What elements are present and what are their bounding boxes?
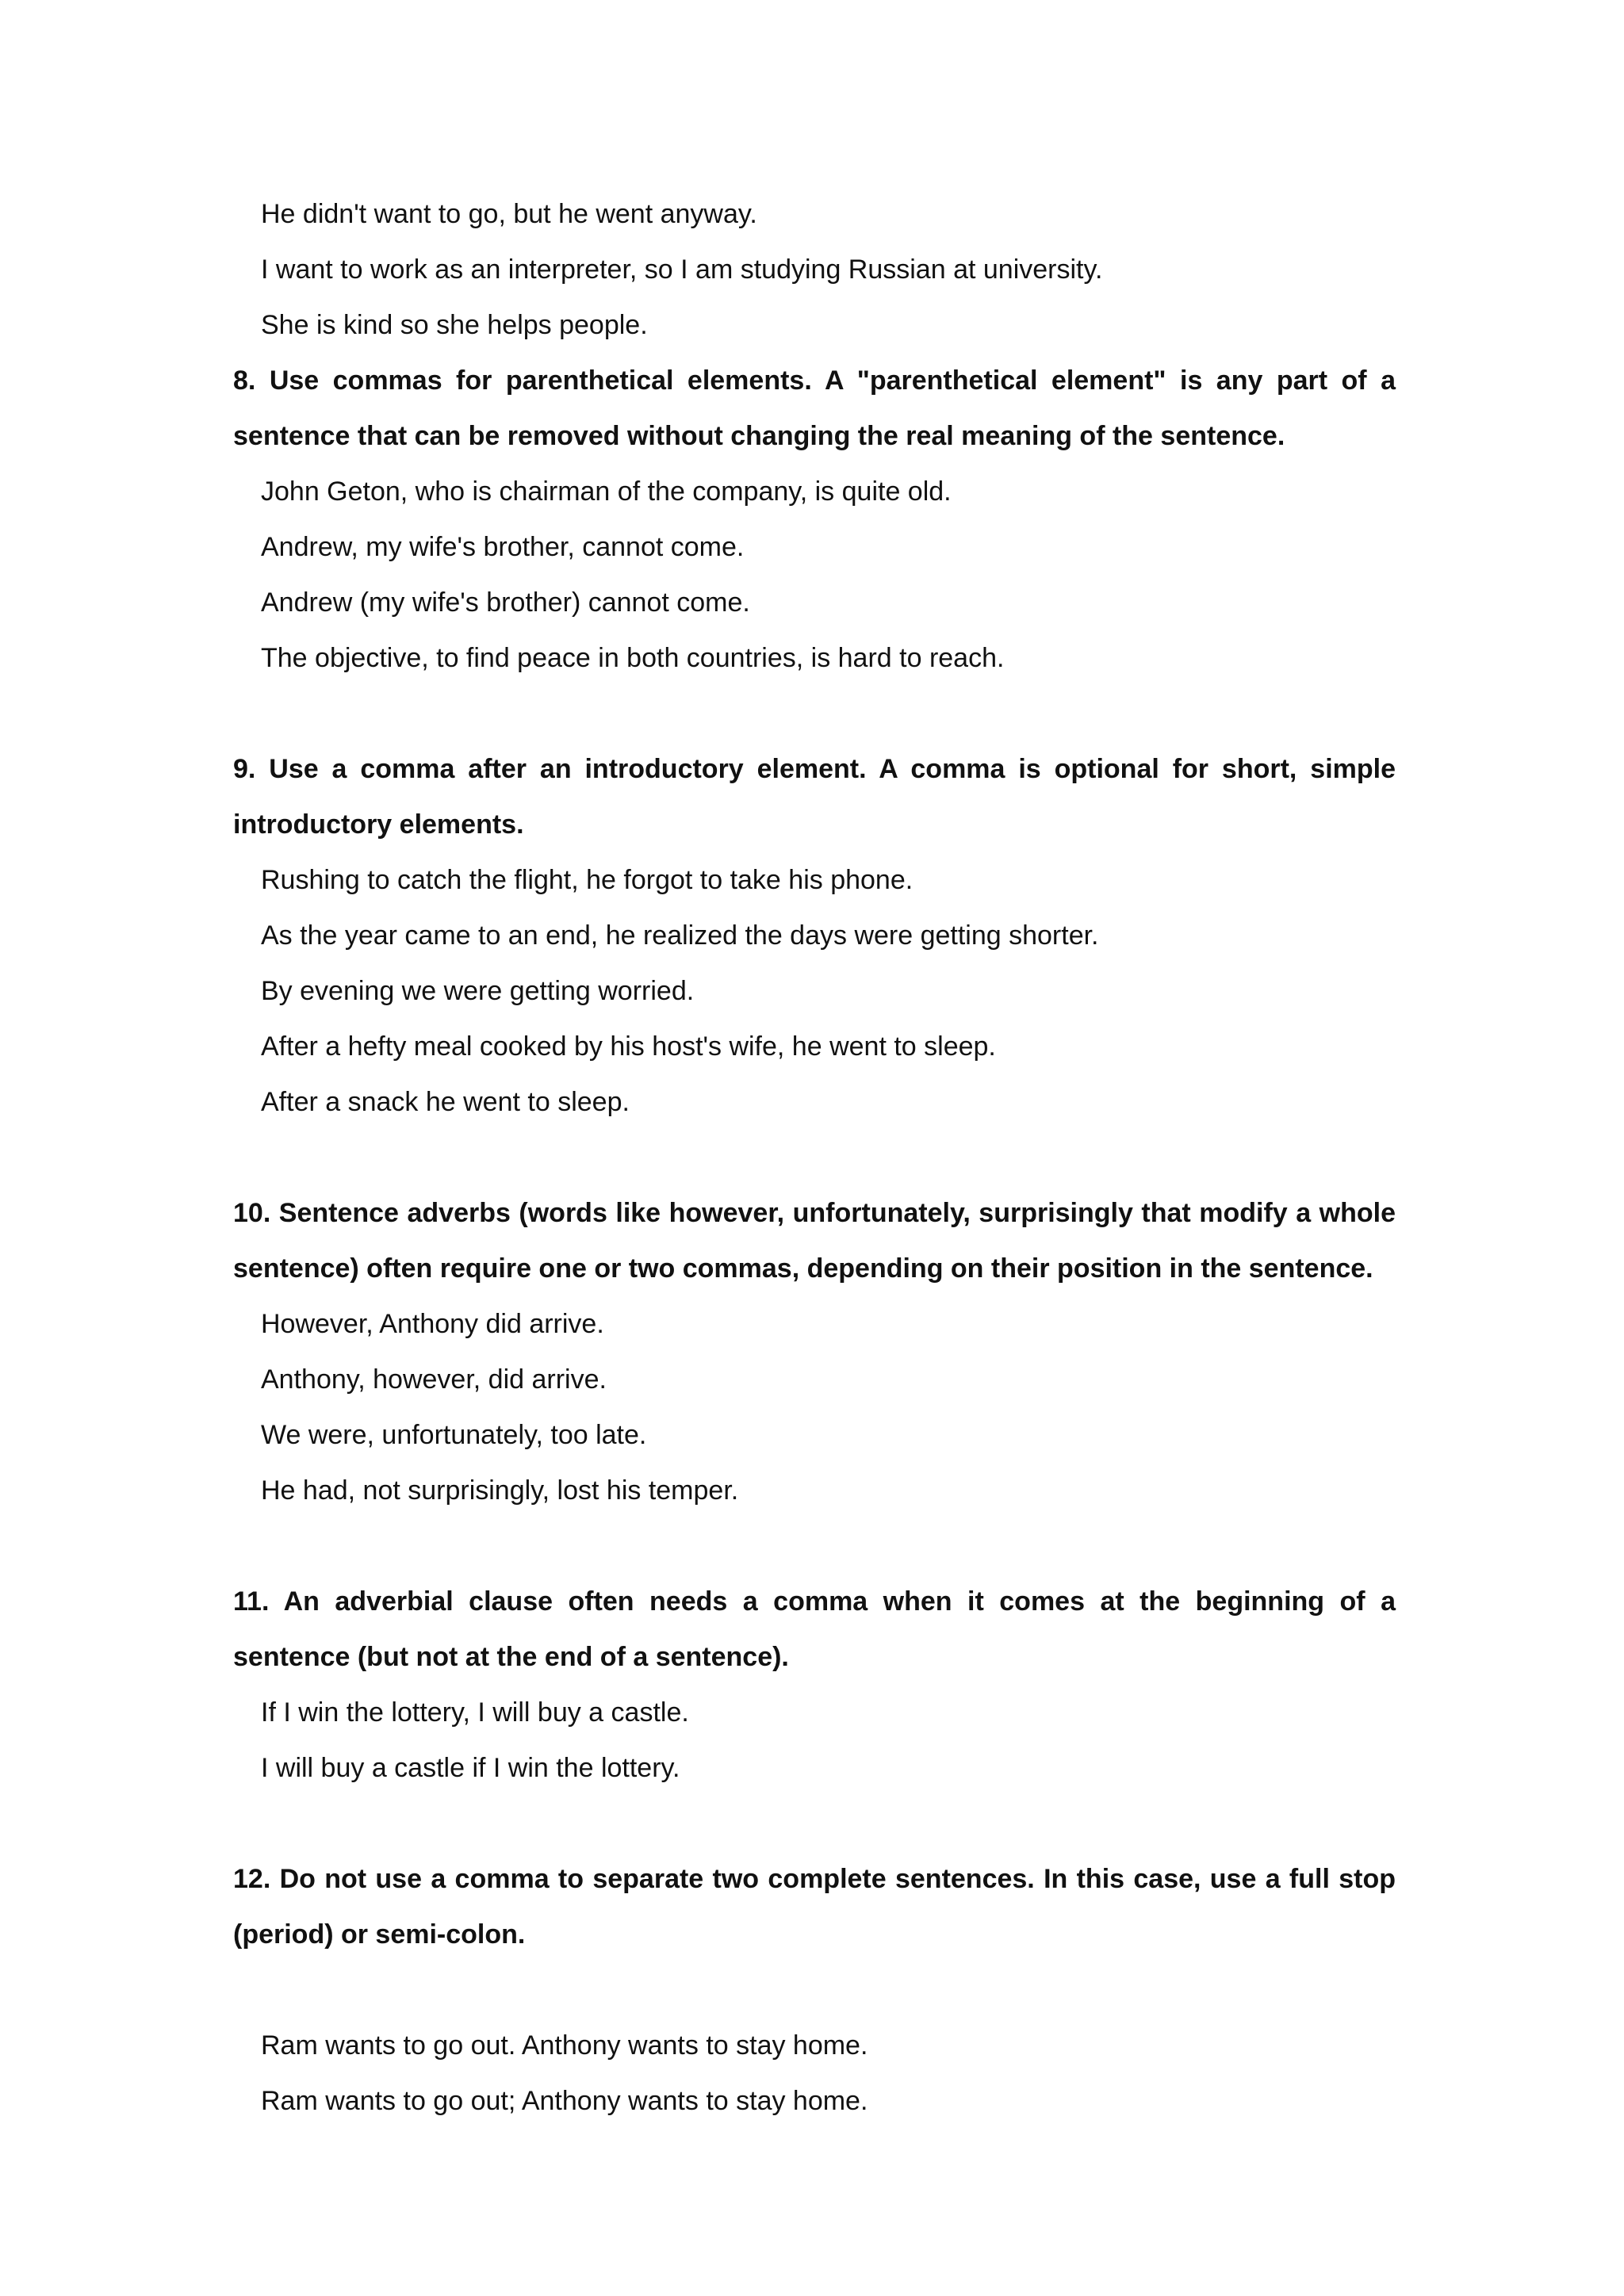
- example-sentence: Ram wants to go out. Anthony wants to stay home.: [261, 2030, 868, 2061]
- example-sentence: Andrew (my wife's brother) cannot come.: [261, 587, 750, 618]
- rule-heading-8: 8. Use commas for parenthetical elements. A "parenthetical element" is any part of a sentence that can be removed without changing the real meaning of the sentence.: [233, 365, 1396, 451]
- example-sentence: After a snack he went to sleep.: [261, 1087, 630, 1117]
- rule-heading-10: 10. Sentence adverbs (words like however, unfortunately, surprisingly that modify a whole sentence) often require one or two commas, depending on their position in the sentence.: [233, 1198, 1396, 1284]
- page-content: [233, 186, 1396, 2129]
- rule-heading-9: 9. Use a comma after an introductory element. A comma is optional for short, simple introductory elements.: [233, 754, 1396, 840]
- section-spacer: [233, 1962, 1396, 2018]
- example-sentence: I will buy a castle if I win the lottery.: [261, 1753, 680, 1783]
- example-sentence: By evening we were getting worried.: [261, 976, 695, 1006]
- section-spacer: [233, 1796, 1396, 1851]
- example-sentence: As the year came to an end, he realized the days were getting shorter.: [261, 920, 1099, 951]
- section-spacer: [233, 1518, 1396, 1574]
- example-sentence: She is kind so she helps people.: [261, 310, 648, 340]
- example-sentence: We were, unfortunately, too late.: [261, 1420, 647, 1450]
- rule-heading-11: 11. An adverbial clause often needs a comma when it comes at the beginning of a sentence (but not at the end of a sentence).: [233, 1586, 1396, 1672]
- rule-heading-12: 12. Do not use a comma to separate two complete sentences. In this case, use a full stop (period) or semi-colon.: [233, 1864, 1396, 1950]
- example-sentence: He had, not surprisingly, lost his temper.: [261, 1475, 739, 1506]
- example-sentence: Andrew, my wife's brother, cannot come.: [261, 532, 745, 562]
- example-sentence: If I win the lottery, I will buy a castle.: [261, 1697, 689, 1728]
- example-sentence: However, Anthony did arrive.: [261, 1309, 604, 1339]
- example-sentence: The objective, to find peace in both countries, is hard to reach.: [261, 643, 1005, 673]
- example-sentence: Ram wants to go out; Anthony wants to stay home.: [261, 2086, 868, 2116]
- section-spacer: [233, 1130, 1396, 1185]
- example-sentence: After a hefty meal cooked by his host's wife, he went to sleep.: [261, 1031, 996, 1062]
- example-sentence: I want to work as an interpreter, so I am studying Russian at university.: [261, 254, 1103, 285]
- example-sentence: John Geton, who is chairman of the company, is quite old.: [261, 476, 952, 507]
- example-sentence: Anthony, however, did arrive.: [261, 1364, 607, 1395]
- example-sentence: Rushing to catch the flight, he forgot to take his phone.: [261, 865, 914, 895]
- section-spacer: [233, 686, 1396, 741]
- example-sentence: He didn't want to go, but he went anyway.: [261, 199, 757, 229]
